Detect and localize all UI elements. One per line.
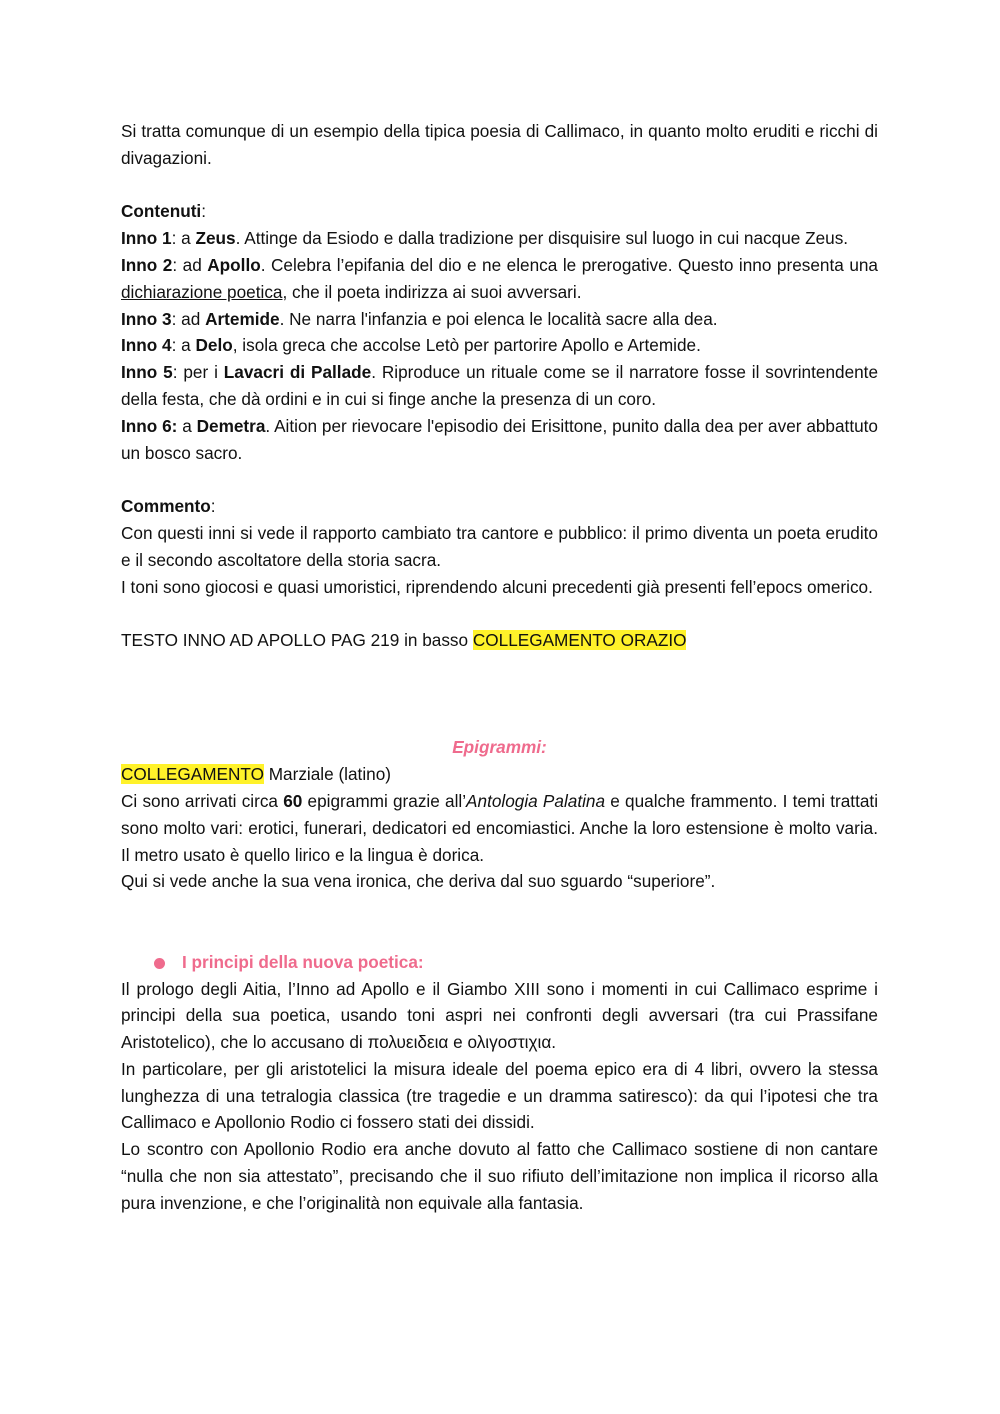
epigrammi-paragraph-1: Ci sono arrivati circa 60 epigrammi grazie all’Antologia Palatina e qualche frammento. I temi trattati sono molto vari: erotici, funerari, dedicatori ed encomiastici. Anche la loro estensione è molto varia. Il metro usato è quello lirico e la lingua è dorica. [121,790,879,865]
principi-paragraph-2: In particolare, per gli aristotelici la misura ideale del poema epico era di 4 libri, ovvero la stessa lunghezza di una tetralogia classica (tre tragedie e un dramma satiresco): da qui l’ipotesi che tra Callimaco e Apollonio Rodio ci fossero stati dei dissidi. [121,1058,878,1133]
commento-paragraph-1: Con questi inni si vede il rapporto cambiato tra cantore e pubblico: il primo diventa un poeta erudito e il secondo ascoltatore della storia sacra. [121,522,878,570]
intro-paragraph: Si tratta comunque di un esempio della tipica poesia di Callimaco, in quanto molto eruditi e ricchi di divagazioni. [121,121,878,168]
dichiarazione-poetica-underline: dichiarazione poetica [121,281,283,302]
epigrammi-title: Epigrammi: [452,737,547,758]
collegamento-orazio-highlight: COLLEGAMENTO ORAZIO [472,630,687,651]
document-page [121,118,878,1217]
principi-paragraph-3: Lo scontro con Apollonio Rodio era anche dovuto al fatto che Callimaco sostiene di non cantare “nulla che non sia attestato”, precisando che il suo rifiuto dell’imitazione non implica il ricorso alla pura invenzione, e che l’originalità non equivale alla fantasia. [121,1139,878,1213]
principi-paragraph-1: Il prologo degli Aitia, l’Inno ad Apollo e il Giambo XIII sono i momenti in cui Callimaco esprime i principi della sua poetica, usando toni aspri nei confronti degli avversari (tra cui Prassifane Aristotelico), che lo accusano di πολυειδεια e ολιγοστιχια. [121,978,878,1053]
principi-heading: I principi della nuova poetica: [121,949,878,976]
commento-paragraph-2: I toni sono giocosi e quasi umoristici, riprendendo alcuni precedenti già presenti fell’epocs omerico. [121,576,873,597]
inno-5: Inno 5: per i Lavacri di Pallade. Riproduce un rituale come se il narratore fosse il sovrintendente della festa, che dà ordini e in cui si finge anche la presenza di un coro. [121,362,879,409]
bullet-dot-icon [154,958,165,969]
collegamento-highlight: COLLEGAMENTO [121,764,264,785]
epigrammi-collegamento-line: COLLEGAMENTO Marziale (latino) [121,764,391,785]
inno-4: Inno 4: a Delo, isola greca che accolse Letò per partorire Apollo e Artemide. [121,335,701,356]
inno-3: Inno 3: ad Artemide. Ne narra l'infanzia e poi elenca le località sacre alla dea. [121,308,718,329]
commento-heading: Commento: [121,496,216,517]
inno-2: Inno 2: ad Apollo. Celebra l’epifania del dio e ne elenca le prerogative. Questo inno presenta una dichiarazione poetica, che il poeta indirizza ai suoi avversari. [121,254,878,302]
inno-6: Inno 6: a Demetra. Aition per rievocare l'episodio dei Erisittone, punito dalla dea per aver abbattuto un bosco sacro. [121,415,878,463]
inno-1: Inno 1: a Zeus. Attinge da Esiodo e dalla tradizione per disquisire sul luogo in cui nacque Zeus. [121,228,849,249]
testo-inno-line: TESTO INNO AD APOLLO PAG 219 in basso COLLEGAMENTO ORAZIO [121,630,687,651]
epigrammi-paragraph-2: Qui si vede anche la sua vena ironica, che deriva dal suo sguardo “superiore”. [121,871,716,892]
contenuti-heading: Contenuti: [121,201,206,222]
